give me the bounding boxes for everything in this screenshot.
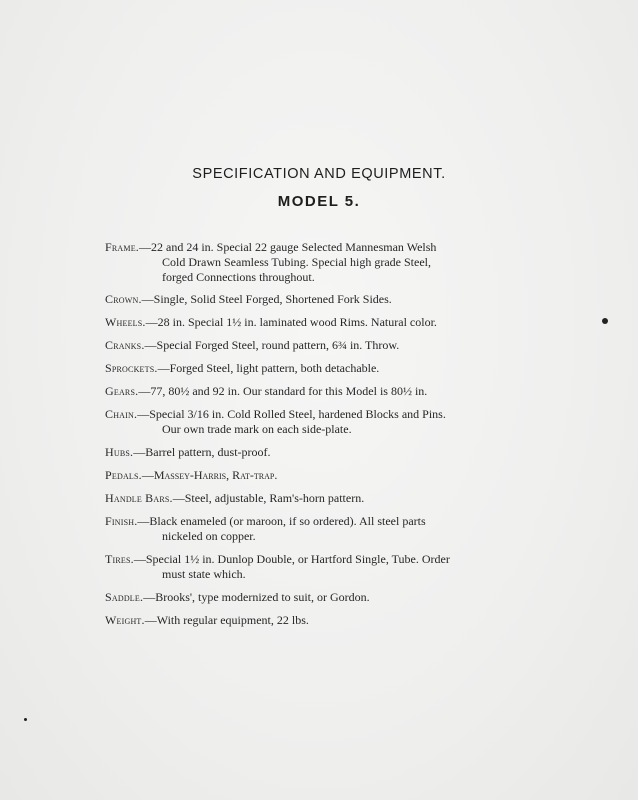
spec-text: Our own trade mark on each side-plate. [162,422,352,436]
spec-saddle [105,590,525,605]
spec-text: —22 and 24 in. Special 22 gauge Selected Mannesman Welsh [139,240,437,254]
spec-text: —77, 80½ and 92 in. Our standard for this Model is 80½ in. [138,384,428,398]
spec-text: —Barrel pattern, dust-proof. [133,445,271,459]
spec-text: —Special 1½ in. Dunlop Double, or Hartford Single, Tube. Order [133,552,450,566]
spec-sprockets [105,361,525,376]
spec-text: —28 in. Special 1½ in. laminated wood Rims. Natural color. [145,315,437,329]
spec-label: Saddle. [105,590,144,604]
spec-text: nickeled on copper. [162,529,256,543]
spec-text: —Massey-Harris, Rat-trap. [141,468,278,482]
spec-text: —Steel, adjustable, Ram's-horn pattern. [172,491,365,505]
model-heading: MODEL 5. [277,193,361,210]
spec-label: Handle Bars. [105,491,173,505]
spec-label: Weight. [105,613,145,627]
spec-text: —Forged Steel, light pattern, both detachable. [157,361,380,375]
spec-text: must state which. [162,567,246,581]
spec-text: forged Connections throughout. [162,270,315,284]
spec-label: Chain. [105,407,138,421]
ink-speck [24,718,27,721]
spec-text: —Black enameled (or maroon, if so ordered). All steel parts [137,514,426,528]
spec-crown [105,292,525,307]
spec-text: —With regular equipment, 22 lbs. [144,613,309,627]
spec-label: Crown. [105,292,142,306]
ink-speck [602,318,608,324]
spec-hubs [105,445,525,460]
spec-list [105,240,525,628]
spec-pedals [105,468,525,483]
spec-text: Cold Drawn Seamless Tubing. Special high grade Steel, [162,255,431,269]
spec-label: Gears. [105,384,139,398]
spec-wheels [105,315,525,330]
spec-label: Finish. [105,514,138,528]
spec-label: Wheels. [105,315,146,329]
spec-text: —Brooks', type modernized to suit, or Gordon. [143,590,370,604]
spec-label: Cranks. [105,338,145,352]
spec-weight [105,613,525,628]
spec-label: Hubs. [105,445,134,459]
spec-handle-bars [105,491,525,506]
spec-frame [105,240,525,285]
page-title: SPECIFICATION AND EQUIPMENT. [192,166,446,182]
spec-text: —Special 3/16 in. Cold Rolled Steel, hardened Blocks and Pins. [137,407,446,421]
spec-tires [105,552,525,582]
spec-gears [105,384,525,399]
spec-cranks [105,338,525,353]
spec-label: Pedals. [105,468,142,482]
spec-chain [105,407,525,437]
spec-finish [105,514,525,544]
spec-text: —Special Forged Steel, round pattern, 6¾ in. Throw. [144,338,400,352]
spec-text: —Single, Solid Steel Forged, Shortened Fork Sides. [141,292,392,306]
spec-label: Frame. [105,240,139,254]
spec-label: Tires. [105,552,134,566]
spec-label: Sprockets. [105,361,158,375]
